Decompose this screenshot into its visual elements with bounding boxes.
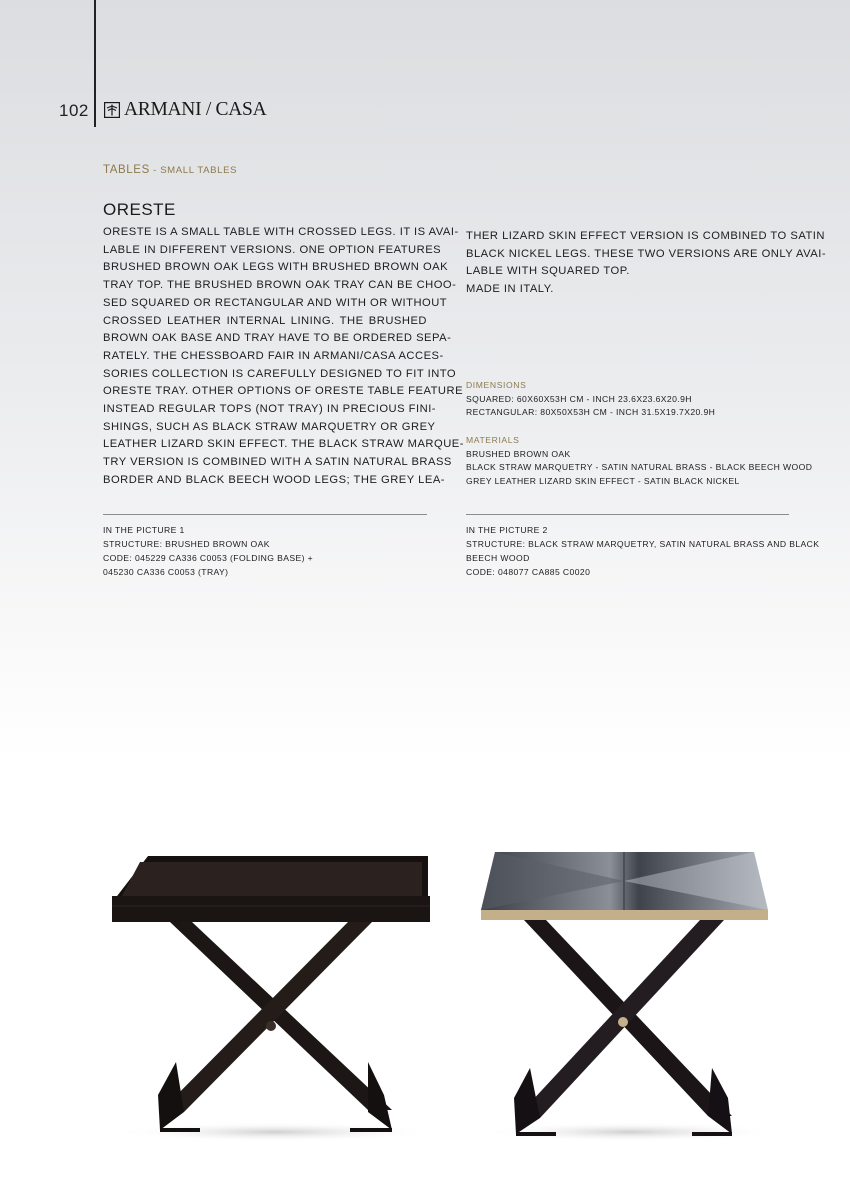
caption-line: STRUCTURE: BLACK STRAW MARQUETRY, SATIN NATURAL BRASS AND BLACK [466, 539, 820, 549]
caption-line: CODE: 045229 CA336 C0053 (FOLDING BASE) + [103, 553, 314, 563]
description-line: RATELY. THE CHESSBOARD FAIR IN ARMANI/CASA ACCES- [103, 349, 444, 362]
material-line: BLACK STRAW MARQUETRY - SATIN NATURAL BRASS - BLACK BEECH WOOD [466, 462, 813, 473]
caption-line: 045230 CA336 C0053 (TRAY) [103, 567, 229, 577]
description-line: SHINGS, SUCH AS BLACK STRAW MARQUETRY OR GREY [103, 420, 436, 433]
product-title: ORESTE [103, 200, 176, 219]
brand-header [104, 99, 266, 121]
picture-1-caption [103, 523, 313, 579]
dimension-line: SQUARED: 60X60X53H CM - INCH 23.6X23.6X20.9H [466, 393, 692, 404]
description-line: LEATHER LIZARD SKIN EFFECT. THE BLACK STRAW MARQUE- [103, 438, 464, 451]
brand-name: ARMANI / CASA [124, 99, 267, 120]
description-line: BRUSHED BROWN OAK LEGS WITH BRUSHED BROWN OAK [103, 261, 449, 274]
dimensions-heading: DIMENSIONS [466, 380, 527, 390]
breadcrumb-separator: - [149, 165, 161, 176]
description-line: INSTEAD REGULAR TOPS (NOT TRAY) IN PRECIOUS FINI- [103, 403, 437, 416]
caption-line: STRUCTURE: BRUSHED BROWN OAK [103, 539, 270, 549]
breadcrumb-category: TABLES [103, 164, 150, 176]
caption-line: CODE: 048077 CA885 C0020 [466, 567, 591, 577]
caption-divider-2 [466, 514, 789, 515]
caption-line: IN THE PICTURE 1 [103, 525, 185, 535]
breadcrumb [103, 164, 237, 176]
description-line: BORDER AND BLACK BEECH WOOD LEGS; THE GREY LEA- [103, 473, 446, 486]
description-line: BLACK NICKEL LEGS. THESE TWO VERSIONS ARE ONLY AVAI- [466, 247, 827, 260]
caption-line: IN THE PICTURE 2 [466, 525, 548, 535]
materials-heading: MATERIALS [466, 435, 520, 445]
description-line: SED SQUARED OR RECTANGULAR AND WITH OR WITHOUT [103, 296, 448, 309]
materials-block [466, 434, 812, 488]
description-line: ORESTE TRAY. OTHER OPTIONS OF ORESTE TABLE FEATURE [103, 385, 464, 398]
description-line: CROSSED LEATHER INTERNAL LINING. THE BRUSHED [103, 314, 427, 327]
picture-2-caption [466, 523, 819, 579]
table-2-straw-marquetry [480, 852, 780, 1140]
description-line: TRAY TOP. THE BRUSHED BROWN OAK TRAY CAN BE CHOO- [103, 279, 457, 292]
material-line: GREY LEATHER LIZARD SKIN EFFECT - SATIN BLACK NICKEL [466, 475, 740, 486]
description-line: THER LIZARD SKIN EFFECT VERSION IS COMBINED TO SATIN [466, 230, 825, 242]
caption-divider-1 [103, 514, 427, 515]
page-number: 102 [59, 101, 89, 120]
description-line: MADE IN ITALY. [466, 283, 554, 296]
header-divider-line [94, 0, 96, 127]
description-line: SORIES COLLECTION IS CAREFULLY DESIGNED TO FIT INTO [103, 367, 457, 380]
description-line: BROWN OAK BASE AND TRAY HAVE TO BE ORDERED SEPA- [103, 332, 452, 345]
armani-eagle-logo-icon [104, 102, 120, 118]
breadcrumb-subcategory: SMALL TABLES [160, 165, 238, 176]
dimension-line: RECTANGULAR: 80X50X53H CM - INCH 31.5X19.7X20.9H [466, 407, 716, 418]
material-line: BRUSHED BROWN OAK [466, 448, 571, 459]
description-line: TRY VERSION IS COMBINED WITH A SATIN NATURAL BRASS [103, 456, 452, 469]
table-1-oak-tray [112, 856, 435, 1140]
dimensions-block [466, 379, 715, 420]
caption-line: BEECH WOOD [466, 553, 530, 563]
description-line: ORESTE IS A SMALL TABLE WITH CROSSED LEGS. IT IS AVAI- [103, 226, 459, 238]
description-line: LABLE WITH SQUARED TOP. [466, 265, 630, 278]
description-line: LABLE IN DIFFERENT VERSIONS. ONE OPTION FEATURES [103, 243, 442, 256]
description-column-1 [103, 224, 464, 490]
description-column-2 [466, 228, 827, 299]
product-photo [100, 840, 820, 1140]
